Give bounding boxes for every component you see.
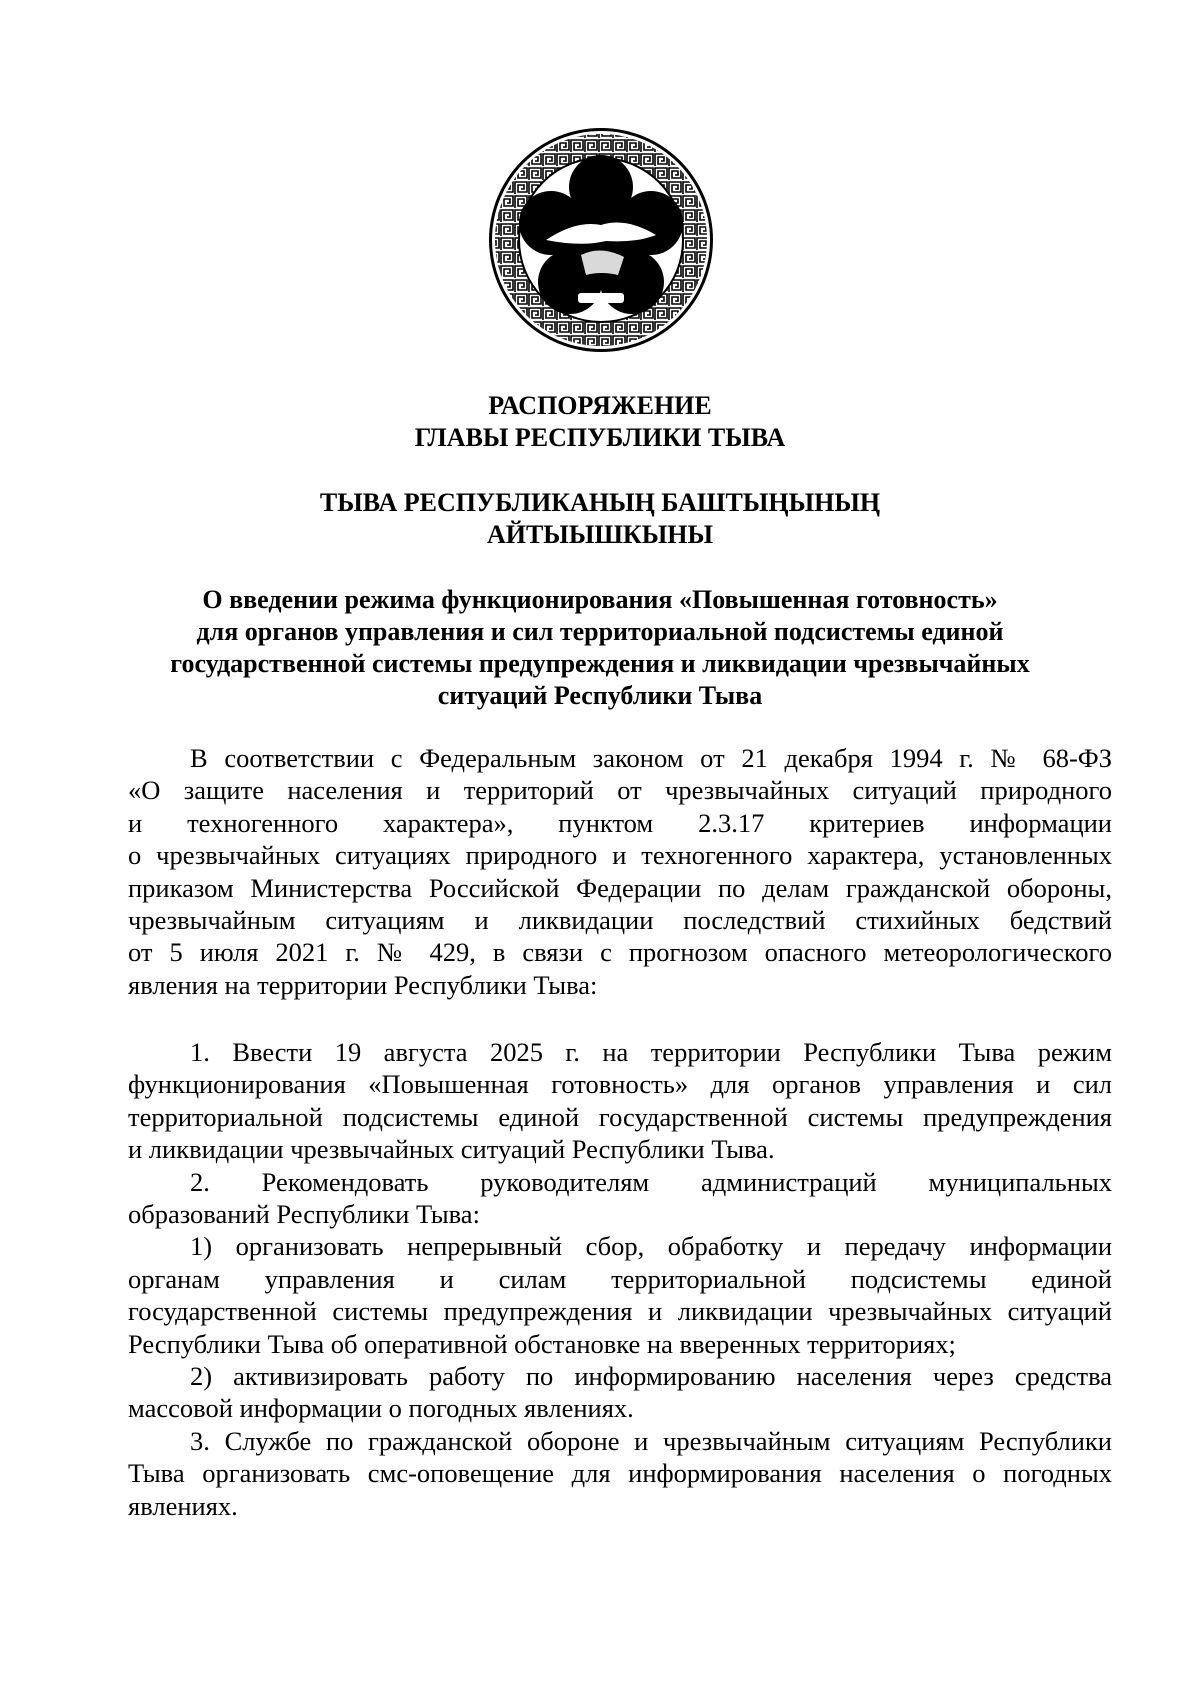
title-line: ТЫВА РЕСПУБЛИКАНЫҢ БАШТЫҢЫНЫҢ <box>319 488 881 517</box>
preamble-line: явления на территории Республики Тыва: <box>128 969 598 1000</box>
item-line: 2. Рекомендовать руководителям администраций муниципальных <box>190 1166 1112 1197</box>
item-line: Тыва организовать смс-оповещение для информирования населения о погодных <box>128 1458 1112 1489</box>
order-item <box>128 1425 1112 1522</box>
item-line: Республики Тыва об оперативной обстановке на вверенных территориях; <box>128 1328 956 1359</box>
preamble-line: и техногенного характера», пунктом 2.3.17 критериев информации <box>128 807 1112 838</box>
item-line: территориальной подсистемы единой государственной системы предупреждения <box>128 1101 1112 1132</box>
order-item <box>128 1360 1112 1425</box>
title-line: РАСПОРЯЖЕНИЕ <box>488 391 712 420</box>
item-line: 2) активизировать работу по информированию населения через средства <box>190 1361 1112 1392</box>
item-line: образований Республики Тыва: <box>128 1199 480 1230</box>
document-subject <box>0 584 1200 712</box>
title-line: ГЛАВЫ РЕСПУБЛИКИ ТЫВА <box>414 423 786 452</box>
subject-line: О введении режима функционирования «Повышенная готовность» <box>202 585 998 614</box>
subject-line: для органов управления и сил территориальной подсистемы единой <box>196 617 1004 646</box>
document-type-title <box>0 390 1200 454</box>
item-line: массовой информации о погодных явлениях. <box>128 1393 634 1424</box>
document-type-title-tuvan <box>0 487 1200 551</box>
order-items <box>128 1036 1112 1522</box>
item-line: 1. Ввести 19 августа 2025 г. на территории Республики Тыва режим <box>190 1037 1112 1067</box>
preamble-line: от 5 июля 2021 г. № 429, в связи с прогнозом опасного метеорологического <box>128 937 1112 968</box>
preamble-line: «О защите населения и территорий от чрезвычайных ситуаций природного <box>128 775 1112 806</box>
tuva-emblem-icon <box>486 125 716 355</box>
order-item <box>128 1230 1112 1360</box>
item-line: явлениях. <box>128 1490 238 1521</box>
item-line: органам управления и силам территориальной подсистемы единой <box>128 1263 1112 1294</box>
preamble-line: чрезвычайным ситуациям и ликвидации последствий стихийных бедствий <box>128 905 1112 936</box>
order-item <box>128 1166 1112 1231</box>
subject-line: ситуаций Республики Тыва <box>437 681 763 710</box>
subject-line: государственной системы предупреждения и ликвидации чрезвычайных <box>170 649 1030 678</box>
preamble-line: о чрезвычайных ситуациях природного и техногенного характера, установленных <box>128 840 1112 871</box>
item-line: и ликвидации чрезвычайных ситуаций Республики Тыва. <box>128 1134 775 1165</box>
preamble-paragraph <box>128 742 1112 1001</box>
item-line: функционирования «Повышенная готовность» для органов управления и сил <box>128 1069 1112 1100</box>
preamble-line: В соответствии с Федеральным законом от 21 декабря 1994 г. № 68-ФЗ <box>190 743 1112 773</box>
order-item <box>128 1036 1112 1166</box>
title-line: АЙТЫЫШКЫНЫ <box>486 520 714 549</box>
item-line: 1) организовать непрерывный сбор, обработку и передачу информации <box>190 1231 1112 1262</box>
item-line: 3. Службе по гражданской обороне и чрезвычайным ситуациям Республики <box>190 1425 1112 1456</box>
item-line: государственной системы предупреждения и ликвидации чрезвычайных ситуаций <box>128 1296 1112 1327</box>
preamble-line: приказом Министерства Российской Федерации по делам гражданской обороны, <box>128 872 1112 903</box>
